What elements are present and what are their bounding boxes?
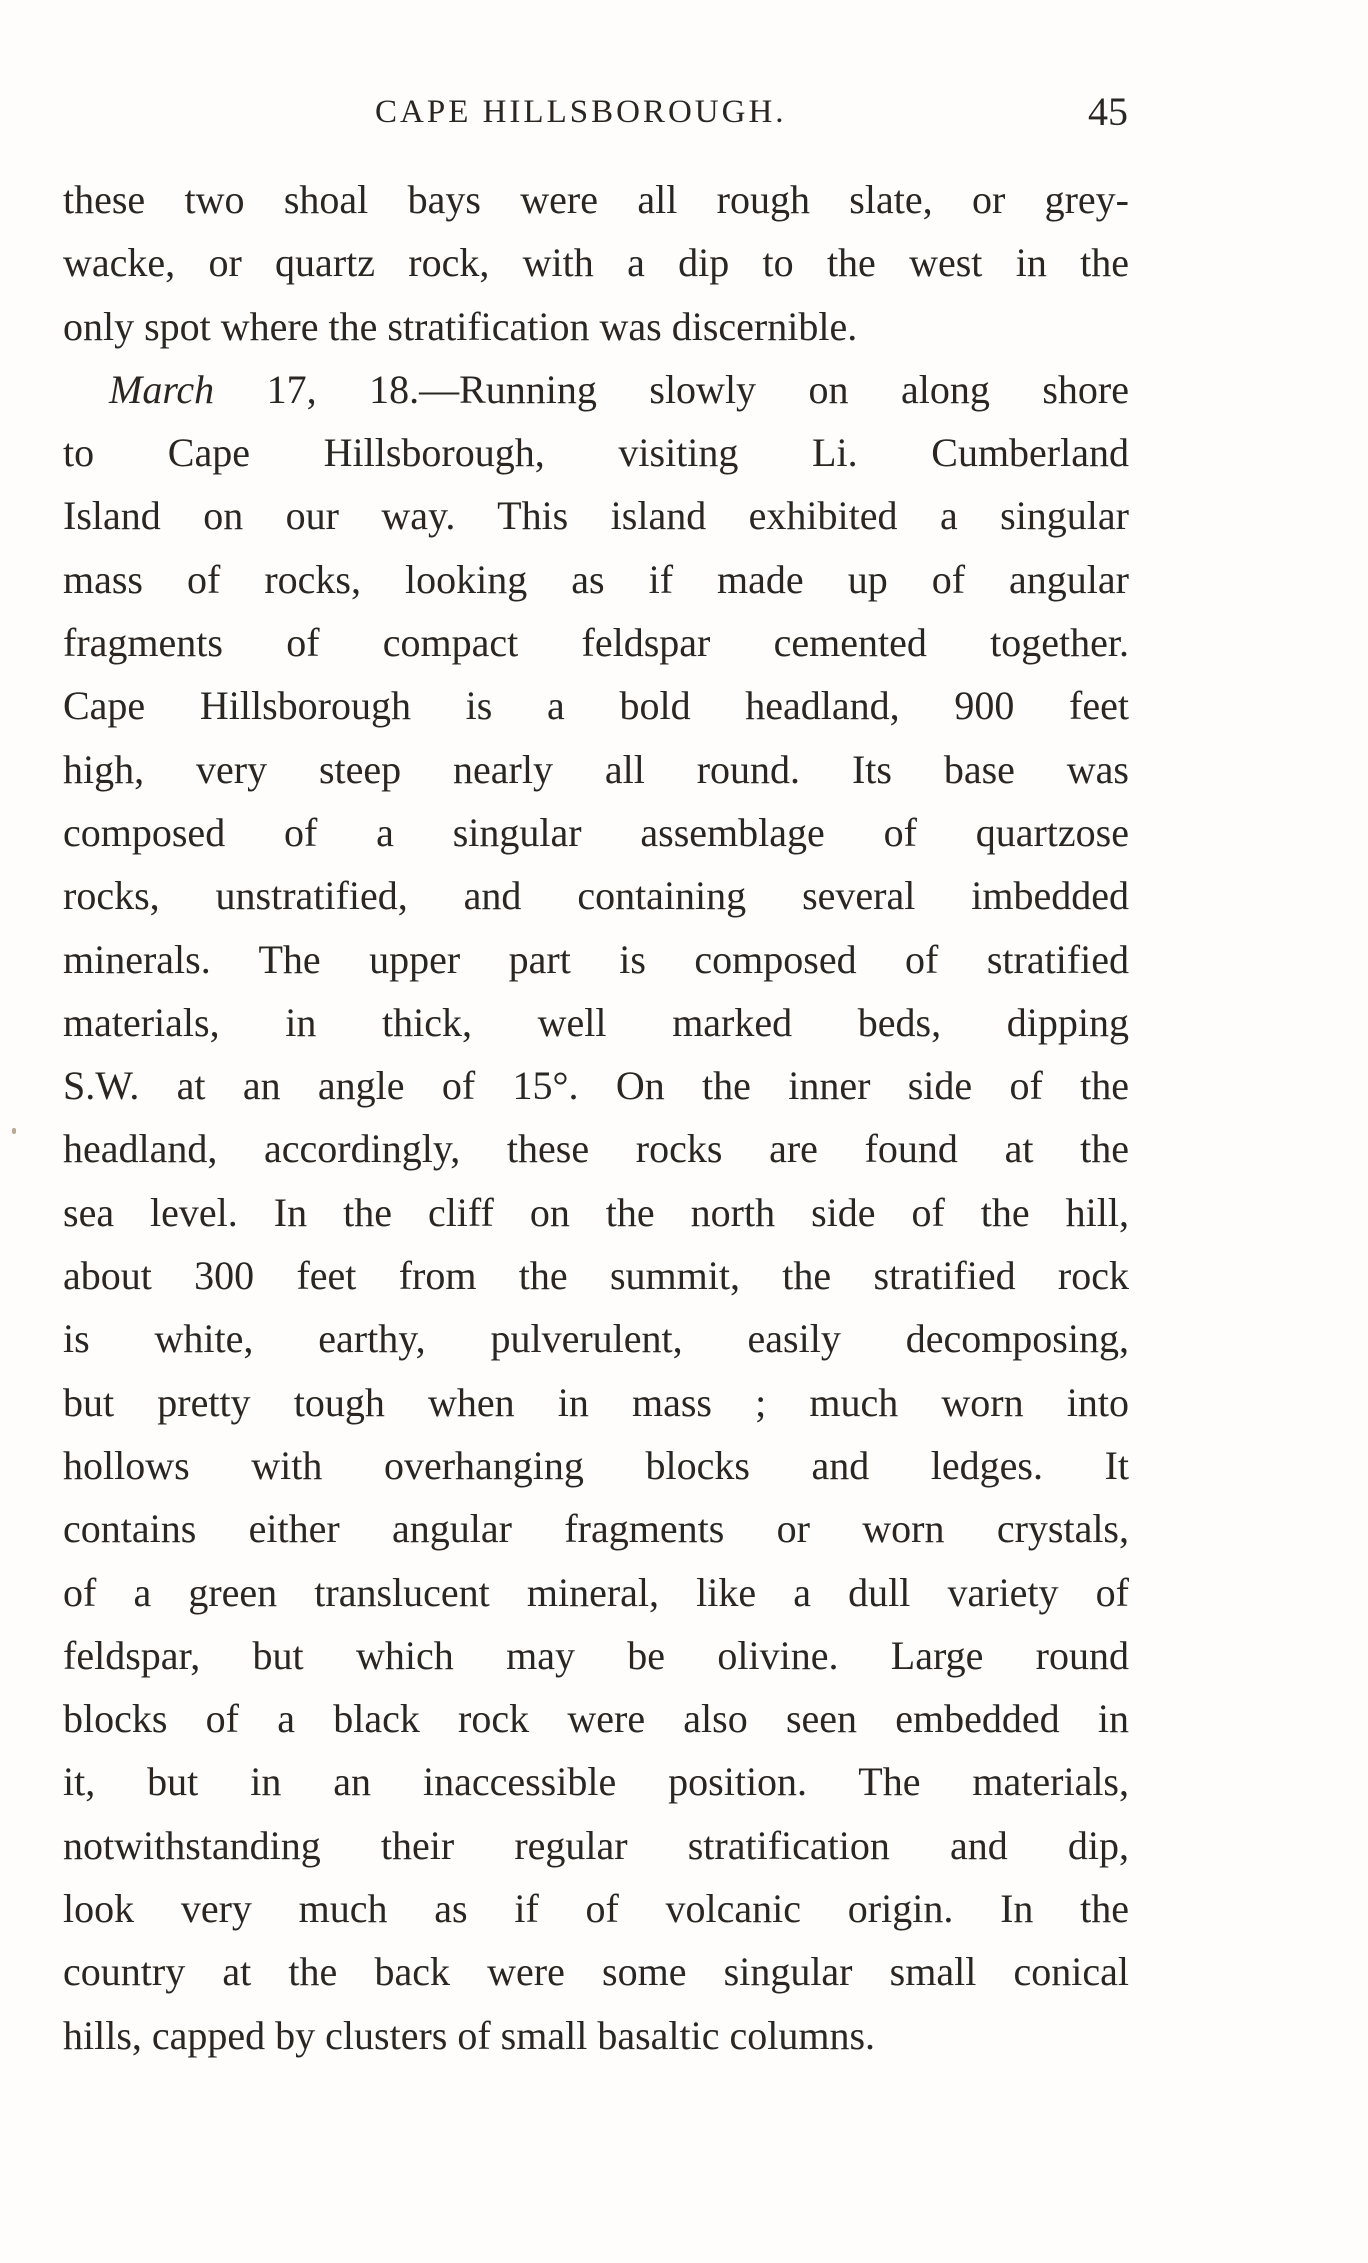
text-line: blocks of a black rock were also seen embedded in <box>63 1696 1129 1742</box>
page-number: 45 <box>1088 89 1128 134</box>
text-line: Cape Hillsborough is a bold headland, 900 feet <box>63 683 1129 729</box>
running-head: CAPE HILLSBOROUGH. <box>375 94 787 130</box>
text-line: hills, capped by clusters of small basaltic columns. <box>63 2012 876 2058</box>
entry-date: March <box>109 366 215 412</box>
paragraph-2 <box>63 358 1129 2067</box>
text-line: is white, earthy, pulverulent, easily decomposing, <box>63 1316 1129 1362</box>
text-line: rocks, unstratified, and containing several imbedded <box>63 873 1129 919</box>
text-line: feldspar, but which may be olivine. Large round <box>63 1632 1129 1678</box>
text-line <box>63 358 1129 421</box>
text-line: headland, accordingly, these rocks are found at the <box>63 1126 1129 1172</box>
text-line: wacke, or quartz rock, with a dip to the west in the <box>63 240 1129 286</box>
text-line: it, but in an inaccessible position. The materials, <box>63 1759 1129 1805</box>
text-line: fragments of compact feldspar cemented together. <box>63 620 1129 666</box>
text-line: Island on our way. This island exhibited a singular <box>63 493 1129 539</box>
text-line: contains either angular fragments or worn crystals, <box>63 1506 1129 1552</box>
body-text <box>63 168 1129 2067</box>
paragraph-1 <box>63 168 1129 358</box>
text-line: only spot where the stratification was discernible. <box>63 303 858 349</box>
paper-blemish <box>12 1128 16 1134</box>
text-line: sea level. In the cliff on the north side of the hill, <box>63 1189 1129 1235</box>
text-line-rest: 17, 18.—Running slowly on along shore <box>214 366 1129 412</box>
text-line: S.W. at an angle of 15°. On the inner side of the <box>63 1063 1129 1109</box>
text-line: these two shoal bays were all rough slate, or grey- <box>63 177 1129 222</box>
text-line: hollows with overhanging blocks and ledges. It <box>63 1442 1129 1488</box>
text-line: notwithstanding their regular stratification and dip, <box>63 1822 1129 1868</box>
text-line: mass of rocks, looking as if made up of angular <box>63 556 1129 602</box>
text-line: of a green translucent mineral, like a dull variety of <box>63 1569 1129 1615</box>
page-header <box>63 88 1128 142</box>
text-line: country at the back were some singular small conical <box>63 1949 1129 1995</box>
text-line: materials, in thick, well marked beds, dipping <box>63 999 1129 1045</box>
text-line: minerals. The upper part is composed of stratified <box>63 936 1129 982</box>
text-line: look very much as if of volcanic origin. In the <box>63 1886 1129 1932</box>
text-line: but pretty tough when in mass ; much worn into <box>63 1379 1129 1425</box>
text-line: to Cape Hillsborough, visiting Li. Cumberland <box>63 430 1129 476</box>
text-line: about 300 feet from the summit, the stratified rock <box>63 1253 1129 1299</box>
text-line: composed of a singular assemblage of quartzose <box>63 809 1129 855</box>
text-line: high, very steep nearly all round. Its base was <box>63 746 1129 792</box>
